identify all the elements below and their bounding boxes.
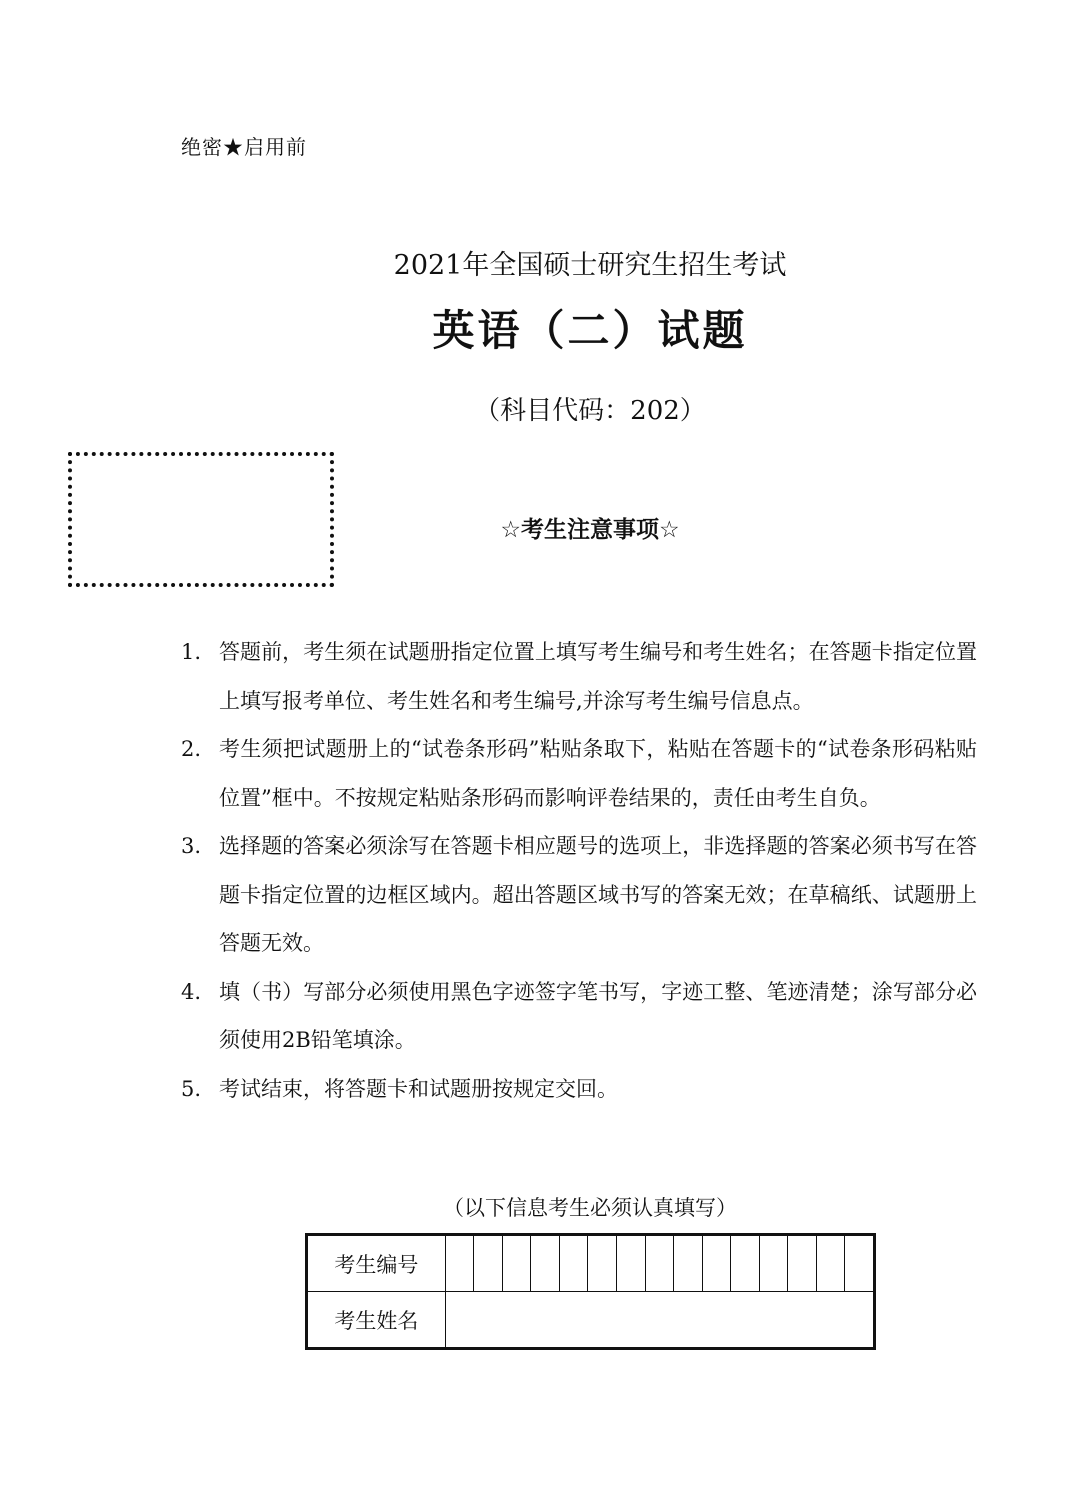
notice-item-text: 答题前，考生须在试题册指定位置上填写考生编号和考生姓名；在答题卡指定位置上填写报考单位、考生姓名和考生编号,并涂写考生编号信息点。 bbox=[219, 640, 977, 713]
candidate-number-digit-box[interactable] bbox=[588, 1235, 617, 1292]
notice-list bbox=[181, 628, 977, 1113]
candidate-number-digit-box[interactable] bbox=[445, 1235, 474, 1292]
candidate-number-digit-box[interactable] bbox=[531, 1235, 560, 1292]
fill-instruction: （以下信息考生必须认真填写） bbox=[443, 1196, 737, 1220]
notice-item bbox=[181, 1065, 977, 1114]
notice-item bbox=[181, 725, 977, 822]
notice-item-text: 考生须把试题册上的“试卷条形码”粘贴条取下，粘贴在答题卡的“试卷条形码粘贴位置”框中。不按规定粘贴条形码而影响评卷结果的，责任由考生自负。 bbox=[219, 737, 977, 810]
notice-item-number: 1. bbox=[181, 640, 202, 664]
candidate-number-digit-box[interactable] bbox=[759, 1235, 788, 1292]
notice-item-text: 填（书）写部分必须使用黑色字迹签字笔书写，字迹工整、笔迹清楚；涂写部分必须使用2B铅笔填涂。 bbox=[219, 979, 977, 1052]
candidate-number-label: 考生编号 bbox=[307, 1235, 446, 1292]
notice-item-number: 2. bbox=[181, 737, 202, 761]
candidate-name-field[interactable] bbox=[445, 1292, 874, 1349]
candidate-number-digit-box[interactable] bbox=[645, 1235, 674, 1292]
notice-item-text: 考试结束，将答题卡和试题册按规定交回。 bbox=[219, 1076, 618, 1101]
notice-item-number: 4. bbox=[181, 979, 202, 1004]
exam-name: 2021年全国硕士研究生招生考试 bbox=[393, 250, 787, 281]
notice-item bbox=[181, 968, 977, 1065]
candidate-name-label: 考生姓名 bbox=[307, 1292, 446, 1349]
candidate-number-digit-box[interactable] bbox=[559, 1235, 588, 1292]
candidate-number-digit-box[interactable] bbox=[816, 1235, 845, 1292]
candidate-number-digit-box[interactable] bbox=[674, 1235, 703, 1292]
confidential-label: 绝密★启用前 bbox=[181, 135, 307, 159]
candidate-number-digit-box[interactable] bbox=[788, 1235, 817, 1292]
candidate-number-row bbox=[307, 1235, 875, 1292]
notice-heading: ☆考生注意事项☆ bbox=[500, 517, 680, 543]
notice-item bbox=[181, 822, 977, 968]
candidate-number-digit-box[interactable] bbox=[731, 1235, 760, 1292]
subject-code: （科目代码：202） bbox=[474, 396, 706, 426]
candidate-number-digit-box[interactable] bbox=[502, 1235, 531, 1292]
notice-item-text: 选择题的答案必须涂写在答题卡相应题号的选项上，非选择题的答案必须书写在答题卡指定位置的边框区域内。超出答题区域书写的答案无效；在草稿纸、试题册上答题无效。 bbox=[219, 834, 977, 955]
candidate-number-digit-box[interactable] bbox=[845, 1235, 875, 1292]
notice-item bbox=[181, 628, 977, 725]
candidate-number-digit-box[interactable] bbox=[702, 1235, 731, 1292]
paper-title: 英语（二）试题 bbox=[432, 306, 748, 355]
candidate-name-row bbox=[307, 1292, 875, 1349]
notice-item-number: 3. bbox=[181, 834, 202, 858]
candidate-number-digit-box[interactable] bbox=[474, 1235, 503, 1292]
candidate-number-digit-box[interactable] bbox=[616, 1235, 645, 1292]
candidate-info-table bbox=[305, 1233, 876, 1350]
notice-item-number: 5. bbox=[181, 1076, 202, 1101]
